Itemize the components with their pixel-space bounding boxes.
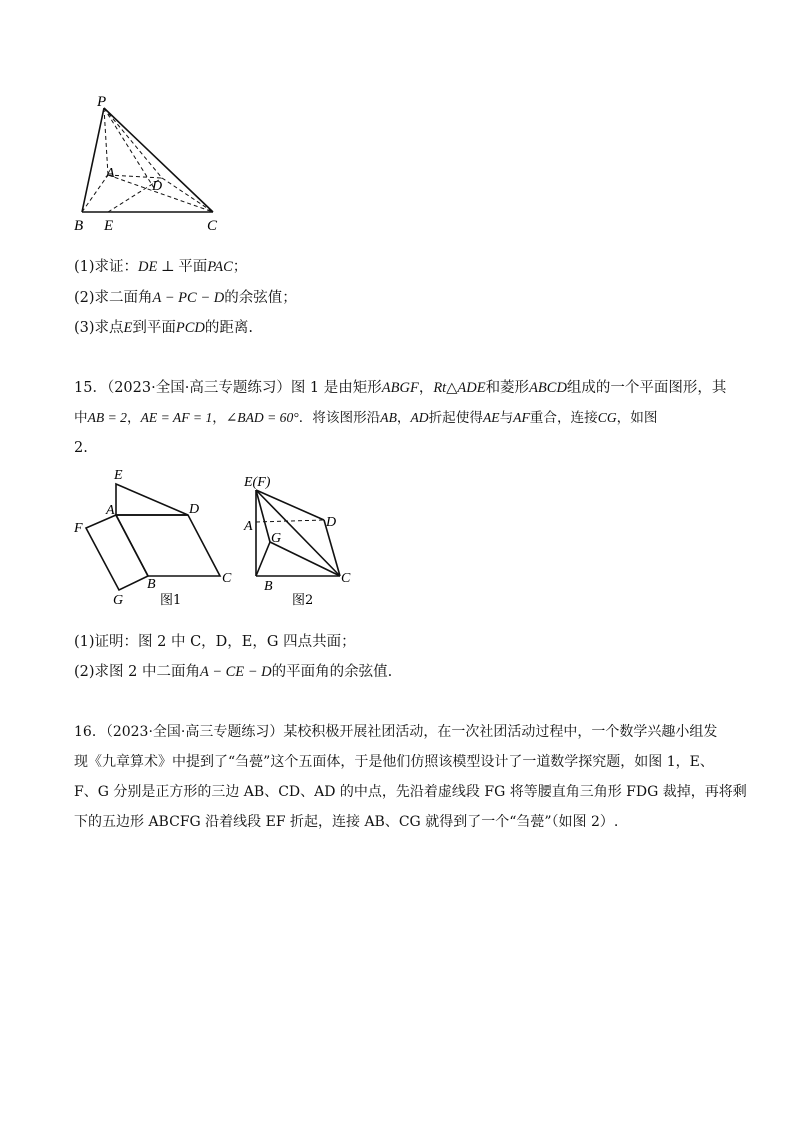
- pyramid-figure: [70, 90, 240, 240]
- q14-part-1: (1)求证：DE ⊥ 平面PAC；: [74, 259, 248, 275]
- fig1-label-F: F: [74, 521, 83, 536]
- fig1-caption: 图1: [160, 593, 182, 608]
- q15-figure-2: [240, 462, 370, 622]
- fig2-label-A: A: [244, 519, 253, 534]
- fig1-label-G: G: [113, 593, 124, 608]
- q14-part-3: (3)求点E到平面PCD的距离.: [74, 320, 254, 336]
- q16-line-1: 16．（2023·全国·高三专题练习）某校积极开展社团活动，在一次社团活动过程中，一个数学兴趣小组发: [74, 724, 718, 740]
- label-C: C: [207, 218, 218, 234]
- q15-line-3: 2.: [74, 440, 88, 456]
- q15-figure-1: [70, 462, 245, 622]
- label-E: E: [104, 218, 114, 234]
- fig2-caption: 图2: [292, 593, 314, 608]
- q16-line-2: 现《九章算术》中提到了“刍甍”这个五面体，于是他们仿照该模型设计了一道数学探究题，如图 1，E、: [74, 754, 714, 770]
- label-A: A: [106, 166, 115, 181]
- fig1-label-A: A: [106, 503, 115, 518]
- label-D: D: [152, 179, 163, 194]
- fig2-label-EF: E(F): [244, 475, 271, 490]
- q15-part-1: (1)证明：图 2 中 C，D，E，G 四点共面；: [74, 634, 356, 650]
- q16-line-3: F、G 分别是正方形的三边 AB、CD、AD 的中点，先沿着虚线段 FG 将等腰直角三角形 FDG 裁掉，再将剩: [74, 784, 747, 800]
- fig2-label-G: G: [271, 531, 282, 546]
- q14-part-2: (2)求二面角A − PC − D的余弦值；: [74, 290, 297, 306]
- fig1-label-C: C: [222, 571, 232, 586]
- fig2-label-C: C: [341, 571, 351, 586]
- q16-line-4: 下的五边形 ABCFG 沿着线段 EF 折起，连接 AB、CG 就得到了一个“刍甍”（如图 2）.: [74, 814, 619, 830]
- label-P: P: [97, 94, 107, 110]
- label-B: B: [74, 218, 84, 234]
- q15-line-2: 中AB = 2，AE = AF = 1，∠BAD = 60°．将该图形沿AB，AD折起使得AE与AF重合，连接CG，如图: [74, 410, 658, 426]
- fig1-label-B: B: [147, 577, 156, 592]
- q15-part-2: (2)求图 2 中二面角A − CE − D的平面角的余弦值.: [74, 664, 393, 680]
- fig2-label-D: D: [326, 515, 337, 530]
- fig1-label-D: D: [189, 502, 200, 517]
- fig1-label-E: E: [114, 468, 123, 483]
- fig2-label-B: B: [264, 579, 273, 594]
- q15-line-1: 15．（2023·全国·高三专题练习）图 1 是由矩形ABGF，Rt△ADE和菱形ABCD组成的一个平面图形，其: [74, 380, 727, 396]
